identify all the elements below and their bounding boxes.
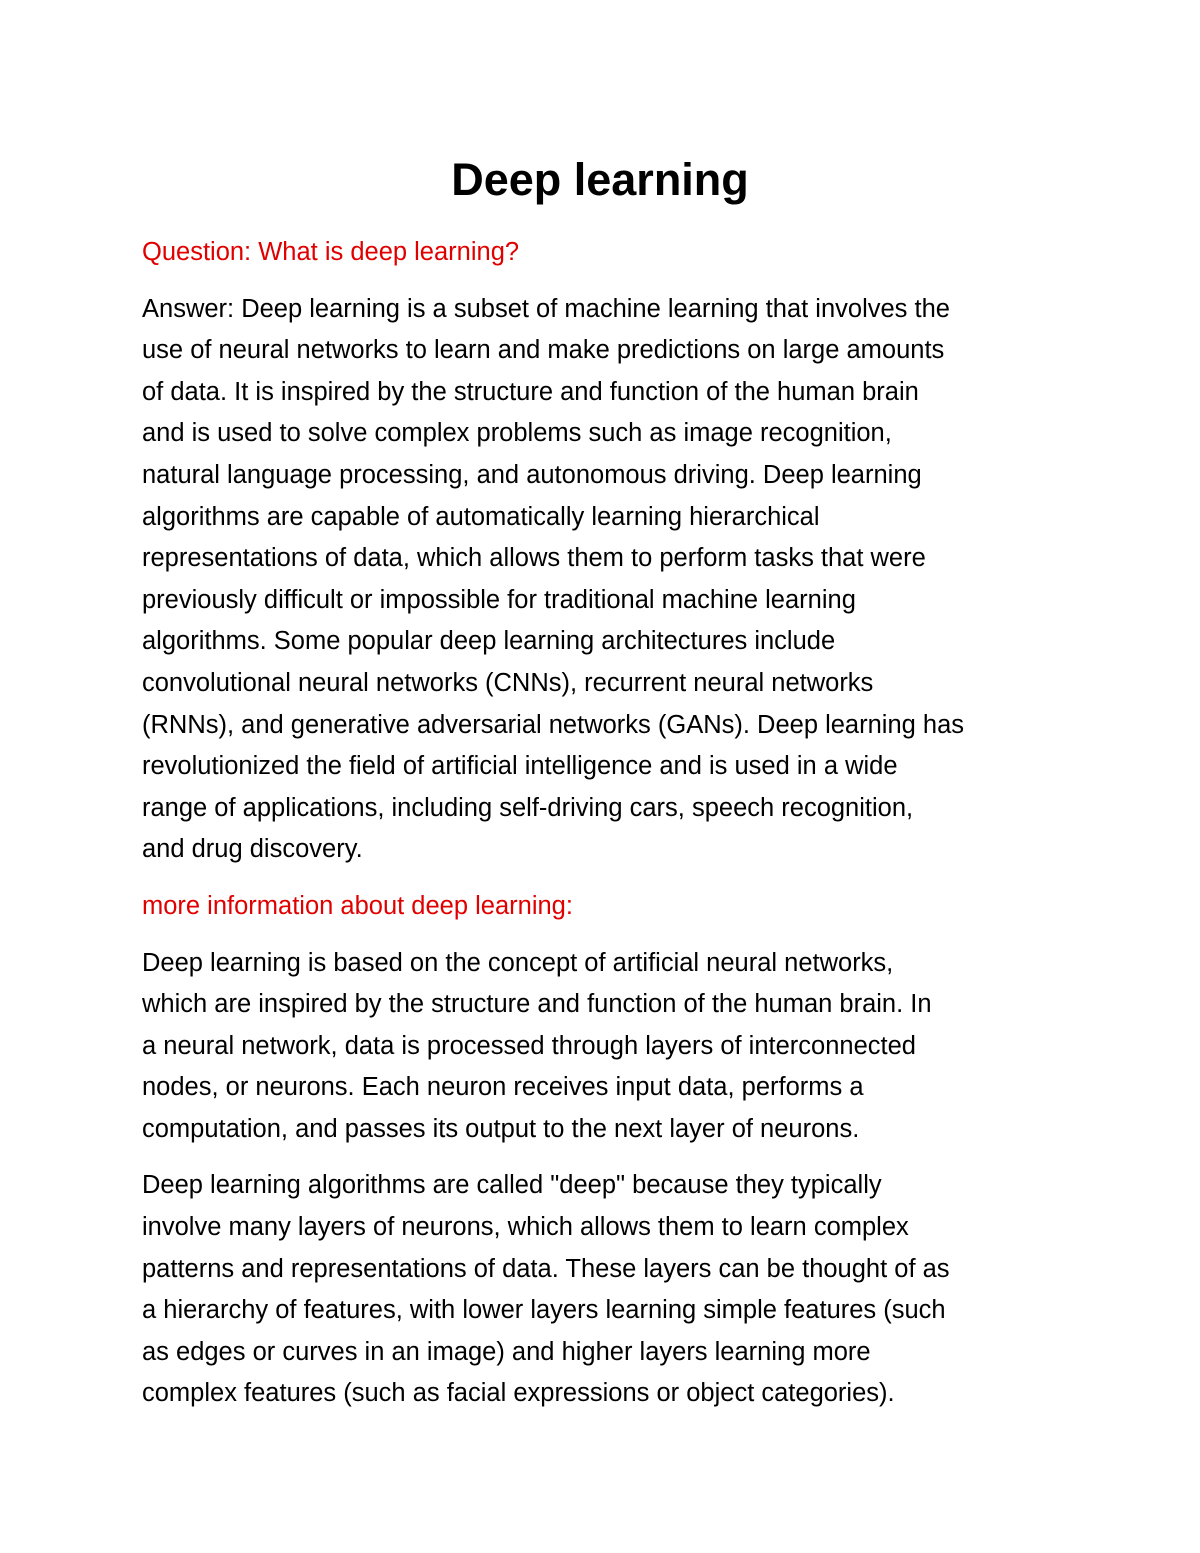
paragraph-line: Deep learning is based on the concept of artificial neural networks,	[142, 948, 894, 977]
answer-paragraph	[142, 289, 1072, 871]
answer-line: representations of data, which allows them to perform tasks that were	[142, 544, 926, 573]
answer-line: algorithms are capable of automatically learning hierarchical	[142, 502, 820, 531]
answer-line: use of neural networks to learn and make predictions on large amounts	[142, 336, 945, 365]
paragraph-line: a hierarchy of features, with lower layers learning simple features (such	[142, 1296, 946, 1325]
answer-line: and is used to solve complex problems such as image recognition,	[142, 419, 892, 448]
answer-line: and drug discovery.	[142, 835, 363, 864]
paragraph-line: nodes, or neurons. Each neuron receives input data, performs a	[142, 1073, 864, 1102]
paragraph-line: patterns and representations of data. These layers can be thought of as	[142, 1254, 950, 1283]
answer-line: natural language processing, and autonomous driving. Deep learning	[142, 460, 922, 489]
neural-network-paragraph	[142, 943, 1072, 1151]
paragraph-line: computation, and passes its output to the next layer of neurons.	[142, 1114, 860, 1143]
answer-line: previously difficult or impossible for traditional machine learning	[142, 585, 856, 614]
more-info-heading: more information about deep learning:	[142, 891, 573, 920]
answer-line: convolutional neural networks (CNNs), recurrent neural networks	[142, 668, 874, 697]
answer-line: Answer: Deep learning is a subset of machine learning that involves the	[142, 294, 950, 323]
paragraph-line: complex features (such as facial expressions or object categories).	[142, 1379, 895, 1408]
document-title: Deep learning	[451, 154, 749, 205]
paragraph-line: as edges or curves in an image) and higher layers learning more	[142, 1337, 871, 1366]
answer-line: of data. It is inspired by the structure and function of the human brain	[142, 377, 919, 406]
paragraph-line: Deep learning algorithms are called "deep" because they typically	[142, 1171, 882, 1200]
answer-line: revolutionized the field of artificial intelligence and is used in a wide	[142, 752, 898, 781]
question-heading: Question: What is deep learning?	[142, 238, 520, 266]
paragraph-line: which are inspired by the structure and function of the human brain. In	[142, 990, 932, 1019]
answer-line: algorithms. Some popular deep learning architectures include	[142, 627, 836, 656]
paragraph-line: involve many layers of neurons, which allows them to learn complex	[142, 1213, 909, 1242]
paragraph-line: a neural network, data is processed through layers of interconnected	[142, 1031, 916, 1060]
answer-line: range of applications, including self-driving cars, speech recognition,	[142, 793, 914, 822]
answer-line: (RNNs), and generative adversarial networks (GANs). Deep learning has	[142, 710, 965, 739]
deep-layers-paragraph	[142, 1165, 1072, 1415]
document-body	[142, 232, 1072, 1415]
